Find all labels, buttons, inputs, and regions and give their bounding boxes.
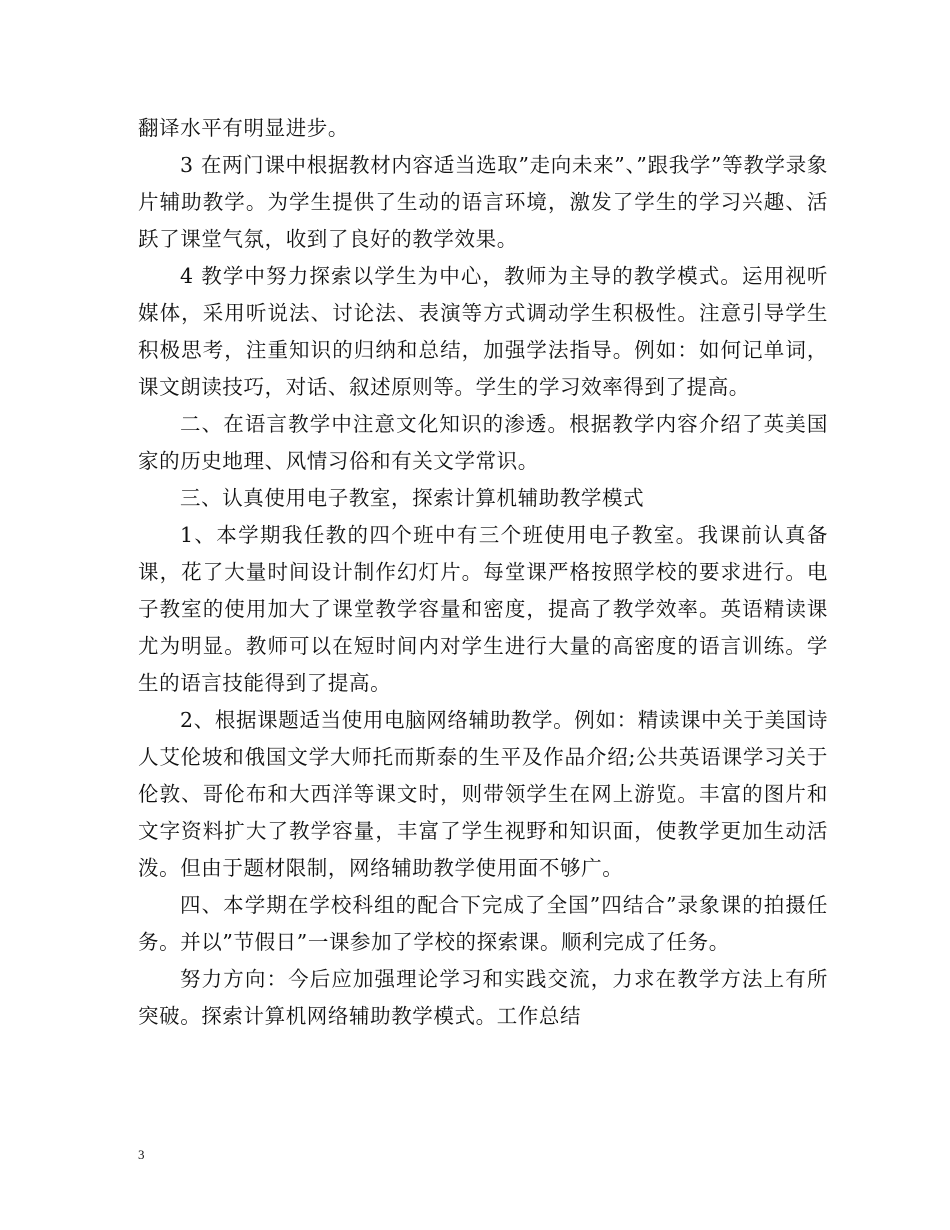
paragraph-item-4: 4 教学中努力探索以学生为中心，教师为主导的教学模式。运用视听媒体，采用听说法、讨论法、表演等方式调动学生积极性。注意引导学生积极思考，注重知识的归纳和总结，加强学法指导。例如：如何记单词，课文朗读技巧，对话、叙述原则等。学生的学习效率得到了提高。 xyxy=(138,264,828,399)
paragraph-section-3-heading: 三、认真使用电子教室，探索计算机辅助教学模式 xyxy=(180,486,645,510)
paragraph-section-3-item-2: 2、根据课题适当使用电脑网络辅助教学。例如：精读课中关于美国诗人艾伦坡和俄国文学大师托而斯泰的生平及作品介绍;公共英语课学习关于伦敦、哥伦布和大西洋等课文时，则带领学生在网上游览。丰富的图片和文字资料扩大了教学容量，丰富了学生视野和知识面，使教学更加生动活泼。但由于题材限制，网络辅助教学使用面不够广。 xyxy=(138,708,828,880)
paragraph-continuation: 翻译水平有明显进步。 xyxy=(138,116,349,140)
page-number: 3 xyxy=(138,1147,145,1162)
document-body xyxy=(138,110,828,1035)
paragraph-item-3: 3 在两门课中根据教材内容适当选取”走向未来”、”跟我学”等教学录象片辅助教学。为学生提供了生动的语言环境，激发了学生的学习兴趣、活跃了课堂气氛，收到了良好的教学效果。 xyxy=(138,153,828,251)
paragraph-section-3-item-1: 1、本学期我任教的四个班中有三个班使用电子教室。我课前认真备课，花了大量时间设计制作幻灯片。每堂课严格按照学校的要求进行。电子教室的使用加大了课堂教学容量和密度，提高了教学效率。英语精读课尤为明显。教师可以在短时间内对学生进行大量的高密度的语言训练。学生的语言技能得到了提高。 xyxy=(138,523,828,695)
paragraph-section-2: 二、在语言教学中注意文化知识的渗透。根据教学内容介绍了英美国家的历史地理、风情习俗和有关文学常识。 xyxy=(138,412,828,473)
paragraph-future-direction: 努力方向：今后应加强理论学习和实践交流，力求在教学方法上有所突破。探索计算机网络辅助教学模式。工作总结 xyxy=(138,967,828,1028)
paragraph-section-4: 四、本学期在学校科组的配合下完成了全国”四结合”录象课的拍摄任务。并以”节假日”一课参加了学校的探索课。顺利完成了任务。 xyxy=(138,893,828,954)
